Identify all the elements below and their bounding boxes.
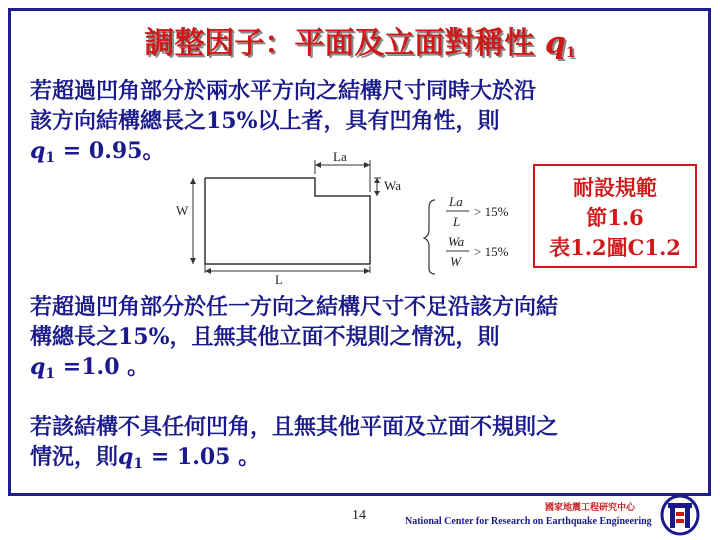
title-q-symbol: q: [544, 26, 566, 61]
para1-q-symbol: q: [30, 138, 46, 164]
slide-title: [0, 18, 720, 62]
paragraph-partial-reentrant: [30, 292, 558, 389]
l-arrow-right: [364, 268, 370, 274]
reentrant-corner-diagram: [165, 150, 520, 285]
para2-q-subscript: 1: [45, 366, 56, 382]
wa-arrow-top: [374, 178, 380, 183]
para1-q-subscript: 1: [45, 150, 56, 166]
cond2-threshold: > 15%: [474, 244, 509, 259]
para1-q-value: = 0.95。: [55, 138, 165, 164]
org-name-english: National Center for Research on Earthquake Engineering: [405, 516, 652, 527]
reference-line1: 耐設規範: [573, 175, 657, 200]
para3-line1: 若該結構不具任何凹角，且無其他平面及立面不規則之: [30, 414, 559, 440]
wa-arrow-bottom: [374, 191, 380, 196]
reference-line2: 節1.6: [586, 205, 644, 230]
l-arrow-left: [205, 268, 211, 274]
code-reference-box: [533, 164, 697, 268]
cond2-numerator: Wa: [448, 234, 465, 249]
para3-line2: [30, 442, 558, 479]
para1-line1: 若超過凹角部分於兩水平方向之結構尺寸同時大於沿: [30, 78, 537, 104]
la-arrow-left: [315, 162, 321, 168]
title-text: 調整因子：平面及立面對稱性: [144, 26, 545, 61]
l-label: L: [275, 272, 283, 285]
para3-q-subscript: 1: [133, 456, 144, 472]
la-arrow-right: [364, 162, 370, 168]
building-outline: [205, 178, 370, 264]
reference-line3: 表1.2圖C1.2: [549, 235, 681, 260]
conditions-brace: [424, 200, 435, 274]
para3-q-value: = 1.05 。: [143, 444, 261, 470]
wa-label: Wa: [384, 178, 401, 193]
para1-line2: 該方向結構總長之15%以上者，具有凹角性，則: [30, 108, 500, 134]
w-arrow-top: [190, 178, 196, 184]
ncree-logo-icon: [660, 494, 700, 536]
cond2-denominator: W: [450, 254, 461, 269]
para2-q-symbol: q: [30, 354, 46, 380]
la-label: La: [333, 150, 347, 164]
w-label: W: [176, 203, 189, 218]
w-arrow-bottom: [190, 258, 196, 264]
para2-line2: 構總長之15%，且無其他立面不規則之情況，則: [30, 324, 500, 350]
title-q-subscript: 1: [565, 45, 576, 61]
para2-q-value: =1.0 。: [55, 354, 150, 380]
page-number: 14: [352, 508, 366, 523]
para3-line2-prefix: 情況，則: [30, 444, 119, 470]
cond1-denominator: L: [453, 214, 461, 229]
cond1-threshold: > 15%: [474, 204, 509, 219]
org-name-chinese: 國家地震工程研究中心: [545, 503, 636, 513]
para2-line3: [30, 352, 558, 389]
para3-q-symbol: q: [118, 444, 134, 470]
paragraph-no-reentrant: [30, 412, 558, 479]
cond1-numerator: La: [449, 194, 463, 209]
para2-line1: 若超過凹角部分於任一方向之結構尺寸不足沿該方向結: [30, 294, 559, 320]
